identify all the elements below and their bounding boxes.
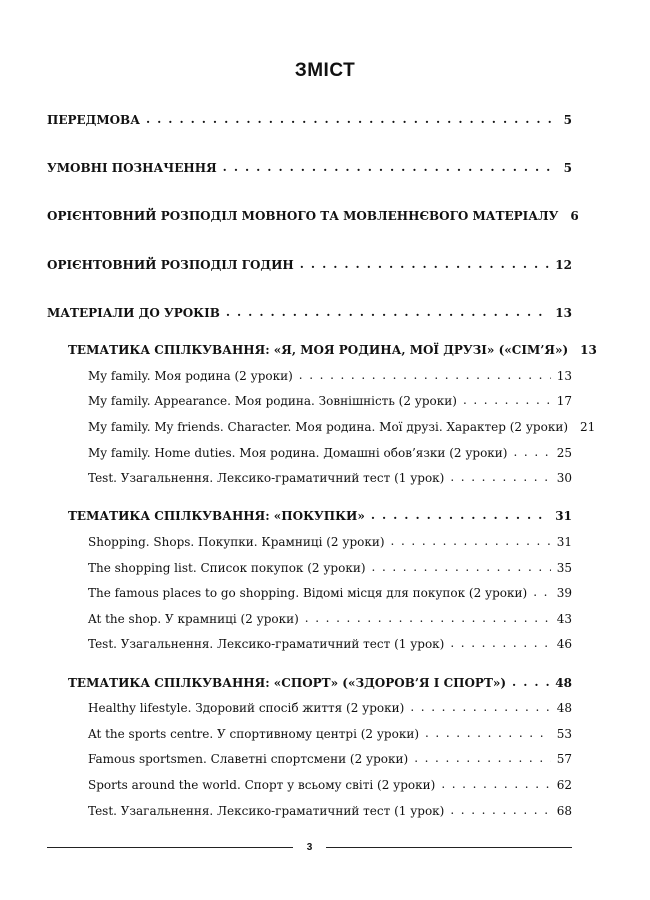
toc-leader-dots (450, 803, 550, 817)
toc-entry-title: At the sports centre. У спортивному центрі (2 уроки) (88, 727, 419, 741)
toc-entry-title: My family. Моя родина (2 уроки) (88, 369, 293, 383)
toc-lesson (88, 701, 572, 717)
toc-entry-title: ТЕМАТИКА СПІЛКУВАННЯ: «Я, МОЯ РОДИНА, МОЇ ДРУЗІ» («СІМ’Я») (68, 343, 569, 357)
toc-entry-page: 31 (555, 509, 572, 523)
toc-entry-page: 6 (570, 209, 579, 223)
toc-entry-title: Test. Узагальнення. Лексико-граматичний тест (1 урок) (88, 804, 445, 818)
toc-section (47, 161, 572, 177)
toc-entry-title: Test. Узагальнення. Лексико-граматичний тест (1 урок) (88, 637, 445, 651)
toc-entry-title: Famous sportsmen. Славетні спортсмени (2 уроки) (88, 752, 409, 766)
toc-leader-dots (414, 751, 551, 765)
toc-entry-page: 48 (556, 701, 572, 715)
toc-leader-dots (371, 508, 549, 522)
toc-entry-page: 48 (555, 676, 572, 690)
toc-entry-title: At the shop. У крамниці (2 уроки) (88, 612, 299, 626)
toc-entry-page: 12 (555, 258, 572, 272)
toc-leader-dots (299, 368, 551, 382)
toc-leader-dots (410, 700, 550, 714)
toc-leader-dots (223, 160, 558, 174)
toc-lesson (88, 446, 572, 462)
toc-leader-dots (533, 585, 551, 599)
toc-lesson (88, 535, 572, 551)
toc-leader-dots (391, 534, 551, 548)
toc-entry-title: My family. Home duties. Моя родина. Домашні обов’язки (2 уроки) (88, 446, 508, 460)
toc-lesson (88, 561, 572, 577)
toc-entry-title: Shopping. Shops. Покупки. Крамниці (2 уроки) (88, 535, 385, 549)
toc-entry-page: 30 (556, 471, 572, 485)
toc-entry-title: ОРІЄНТОВНИЙ РОЗПОДІЛ ГОДИН (47, 258, 294, 272)
toc-leader-dots (146, 112, 558, 126)
toc-entry-title: My family. Appearance. Моя родина. Зовнішність (2 уроки) (88, 394, 457, 408)
toc-entry-page: 5 (563, 113, 572, 127)
toc-entry-title: Test. Узагальнення. Лексико-граматичний тест (1 урок) (88, 471, 445, 485)
toc-entry-page: 35 (556, 561, 572, 575)
toc-entry-page: 5 (563, 161, 572, 175)
toc-lesson (88, 420, 596, 436)
toc-lesson (88, 778, 572, 794)
toc-entry-page: 39 (556, 586, 572, 600)
toc-lesson (88, 612, 572, 628)
toc-leader-dots (513, 445, 550, 459)
toc-entry-page: 13 (580, 343, 597, 357)
toc-entry-page: 21 (580, 420, 596, 434)
toc-topic (68, 676, 572, 692)
page-title: ЗМІСТ (294, 60, 356, 81)
toc-lesson (88, 804, 572, 820)
page-footer (47, 842, 572, 853)
toc-entry-title: The shopping list. Список покупок (2 уроки) (88, 561, 366, 575)
toc-entry-page: 43 (556, 612, 572, 626)
toc-lesson (88, 369, 572, 385)
toc-lesson (88, 727, 572, 743)
footer-rule-left (47, 847, 293, 848)
toc-entry-title: Healthy lifestyle. Здоровий спосіб життя (2 уроки) (88, 701, 405, 715)
toc-entry-page: 13 (555, 306, 572, 320)
toc-leader-dots (441, 777, 550, 791)
toc-entry-page: 57 (556, 752, 572, 766)
toc-entry-page: 17 (556, 394, 572, 408)
toc-entry-page: 62 (556, 778, 572, 792)
footer-page-number: 3 (306, 842, 313, 853)
toc-leader-dots (425, 726, 551, 740)
toc-leader-dots (463, 393, 551, 407)
toc-leader-dots (300, 257, 550, 271)
toc-topic (68, 343, 597, 359)
toc-entry-title: Sports around the world. Спорт у всьому світі (2 уроки) (88, 778, 436, 792)
toc-topic (68, 509, 572, 525)
toc-section (47, 209, 579, 225)
toc-entry-page: 46 (556, 637, 572, 651)
toc-section (47, 306, 572, 322)
toc-entry-title: ТЕМАТИКА СПІЛКУВАННЯ: «СПОРТ» («ЗДОРОВ’Я І СПОРТ») (68, 676, 507, 690)
toc-leader-dots (450, 636, 550, 650)
toc-section (47, 258, 572, 274)
toc-entry-title: ОРІЄНТОВНИЙ РОЗПОДІЛ МОВНОГО ТА МОВЛЕННЄВОГО МАТЕРІАЛУ (47, 209, 559, 223)
toc-lesson (88, 471, 572, 487)
toc-lesson (88, 394, 572, 410)
toc-leader-dots (226, 305, 549, 319)
toc-section (47, 113, 572, 129)
toc-leader-dots (450, 470, 550, 484)
toc-leader-dots (372, 560, 551, 574)
toc-entry-title: The famous places to go shopping. Відомі місця для покупок (2 уроки) (88, 586, 528, 600)
toc-entry-page: 25 (556, 446, 572, 460)
toc-leader-dots (305, 611, 551, 625)
toc-entry-title: ПЕРЕДМОВА (47, 113, 140, 127)
toc-entry-title: МАТЕРІАЛИ ДО УРОКІВ (47, 306, 220, 320)
toc-entry-page: 13 (556, 369, 572, 383)
toc-lesson (88, 637, 572, 653)
toc-entry-page: 53 (556, 727, 572, 741)
toc-entry-page: 31 (556, 535, 572, 549)
toc-entry-title: My family. My friends. Character. Моя родина. Мої друзі. Характер (2 уроки) (88, 420, 569, 434)
toc-entry-title: ТЕМАТИКА СПІЛКУВАННЯ: «ПОКУПКИ» (68, 509, 365, 523)
toc-entry-page: 68 (556, 804, 572, 818)
toc-lesson (88, 586, 572, 602)
toc-entry-title: УМОВНІ ПОЗНАЧЕННЯ (47, 161, 217, 175)
toc-lesson (88, 752, 572, 768)
toc-leader-dots (512, 675, 549, 689)
footer-rule-right (326, 847, 572, 848)
